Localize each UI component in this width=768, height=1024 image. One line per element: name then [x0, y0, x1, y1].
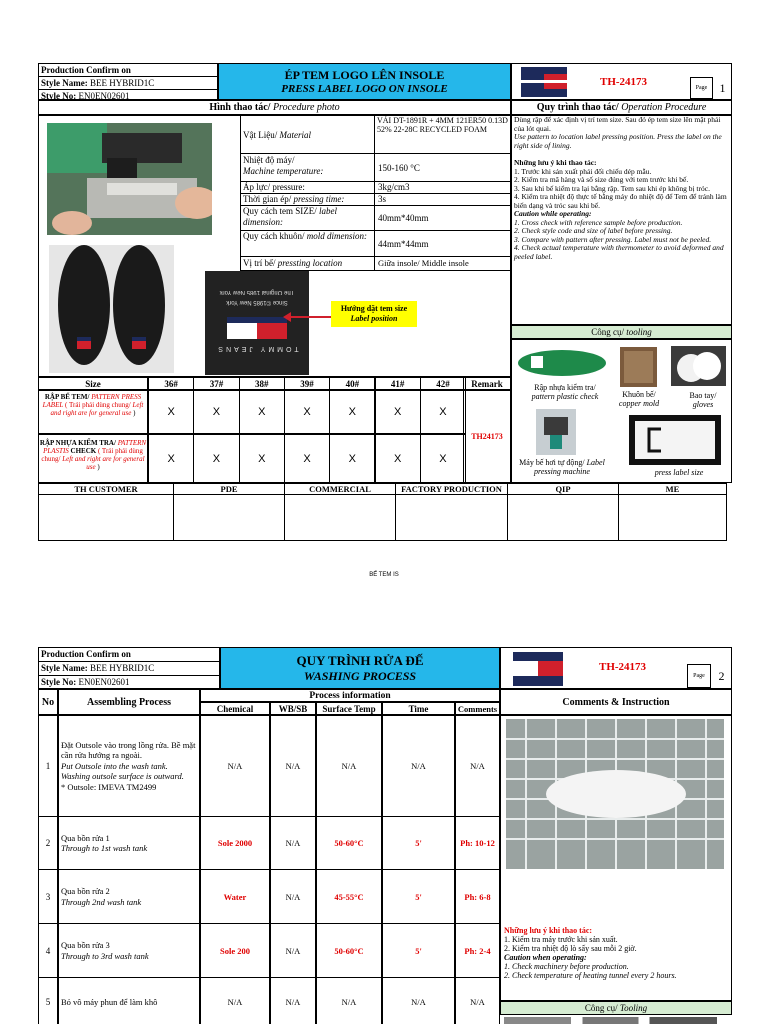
signoff-header: ME — [618, 483, 727, 495]
note-item: 1. Trước khi sản xuất phải đối chiếu dép mẫu. — [514, 166, 652, 176]
label-tag-vi: Hướng dặt tem size — [340, 304, 408, 313]
sheet-2 — [38, 647, 732, 1024]
row-temp: N/A — [316, 977, 382, 1024]
footer-caption: BẾ TEM IS — [369, 572, 399, 578]
caution-item: 4. Check actual temperature with thermometer to avoid deformed and peeled label. — [514, 243, 724, 261]
caution-item: 3. Compare with pattern after pressing. Label must not be peeled. — [514, 234, 712, 244]
signoff-box[interactable] — [507, 494, 619, 541]
row-text-en: Through to 1st wash tank — [61, 843, 148, 853]
size-mark-cell: X — [239, 434, 285, 483]
note-item: 4. Kiểm tra nhiệt độ thực tế bằng máy đo nhiệt độ để Tem để tránh làm biến dạng và tróc sau khi bế. — [514, 192, 727, 210]
style-no-label: Style No: — [41, 91, 77, 101]
plastic-pattern-caption: Rập nhựa kiểm tra/ pattern plastic check — [531, 383, 599, 401]
photo-header-en: Procedure photo — [272, 102, 340, 113]
row-chemical: N/A — [200, 715, 270, 817]
size-mark-cell: X — [148, 434, 194, 483]
procedure-en: Use pattern to location label pressing position. Press the label on the right side of lining. — [514, 132, 722, 150]
title-vi: QUY TRÌNH RỬA ĐẾ — [296, 652, 424, 668]
note-item: 2. Kiểm tra mã hàng và số size đúng với tem trước khi bế. — [514, 175, 689, 184]
wash-process-rows — [38, 715, 500, 1024]
size-columns — [148, 377, 511, 483]
size-header-37: 37# — [193, 377, 239, 390]
size-header-36: 36# — [148, 377, 194, 390]
wash-notes — [504, 926, 730, 980]
col-no: No — [38, 689, 58, 715]
row-comments: Ph: 2-4 — [455, 923, 500, 978]
size-header-40: 40# — [329, 377, 375, 390]
spec-label: Nhiệt độ máy/ Machine temperature: — [243, 155, 324, 176]
signoff-header: FACTORY PRODUCTION — [395, 483, 508, 495]
row-temp: N/A — [316, 715, 382, 817]
style-name-label: Style Name: — [41, 78, 88, 88]
size-mark-cell: X — [148, 390, 194, 434]
caution-item: 1. Check machinery before production. — [504, 962, 629, 971]
tommy-flag-icon — [521, 67, 567, 97]
row-chemical: Sole 200 — [200, 923, 270, 978]
label-photo-line1: The Original 1985 New York — [219, 289, 295, 295]
procedure-header-en: Operation Procedure — [621, 102, 707, 113]
row-wbsb: N/A — [270, 869, 316, 924]
title-en: PRESS LABEL LOGO ON INSOLE — [281, 83, 448, 95]
size-header-39: 39# — [284, 377, 330, 390]
title-vi: ÉP TEM LOGO LÊN INSOLE — [284, 68, 445, 82]
row-comments: Ph: 10-12 — [455, 816, 500, 870]
row-chemical: Water — [200, 869, 270, 924]
style-no-value: EN0EN02601 — [78, 91, 130, 101]
spec-value: VẢI DT-1891R + 4MM 121ER50 0.13D 52% 22-28C RECYCLED FOAM — [374, 116, 513, 153]
row-chemical: Sole 2000 — [200, 816, 270, 870]
note-item: 2. Kiểm tra nhiệt độ lò sấy sau mỗi 2 giờ. — [504, 944, 637, 953]
row-number: 5 — [38, 977, 58, 1024]
row-text-extra: * Outsole: IMEVA TM2499 — [61, 781, 157, 792]
spec-value: 44mm*44mm — [374, 230, 429, 257]
remark-header: Remark — [463, 377, 511, 390]
col-instruction: Comments & Instruction — [500, 689, 732, 715]
note-item: 3. Sau khi bế kiểm tra lại bằng rập. Tem sau khi ép không bị tróc. — [514, 183, 710, 193]
tooling-vi: Công cụ/ — [591, 327, 624, 337]
signoff-header: PDE — [173, 483, 285, 495]
copper-mold-image — [620, 347, 657, 387]
row-time: N/A — [382, 977, 455, 1024]
signoff-box[interactable] — [284, 494, 396, 541]
spec-value: 150-160 °C — [374, 153, 420, 182]
signoff-box[interactable] — [173, 494, 285, 541]
remark-value: TH24173 — [463, 390, 511, 483]
col-time: Time — [382, 702, 455, 715]
row-comments: Ph: 6-8 — [455, 869, 500, 924]
signoff-box[interactable] — [38, 494, 174, 541]
spec-value: Giữa insole/ Middle insole — [374, 256, 469, 271]
doc-code: TH-24173 — [600, 76, 648, 88]
spec-label: Vật Liệu/ Material — [243, 129, 311, 140]
machine-photo — [47, 123, 212, 235]
press-label-image — [629, 415, 721, 465]
spec-value: 40mm*40mm — [374, 205, 429, 231]
row-number: 4 — [38, 923, 58, 978]
row-wbsb: N/A — [270, 923, 316, 978]
size-header-cell: Size — [38, 377, 148, 390]
procedure-header-vi: Quy trình thao tác/ — [536, 102, 619, 113]
size-mark-cell: X — [420, 390, 466, 434]
row-text-en: Through 2nd wash tank — [61, 896, 142, 907]
size-header-38: 38# — [239, 377, 285, 390]
tommy-flag-icon — [227, 317, 287, 339]
row-process-text — [58, 923, 200, 978]
label-photo-line2: Since ©1985 New York — [226, 299, 288, 305]
col-process-info: Process information — [200, 689, 500, 702]
row-text-vi: Qua bồn rửa 1 — [61, 832, 110, 843]
confirm-label: Production Confirm on — [39, 64, 217, 77]
signoff-box[interactable] — [395, 494, 508, 541]
row-wbsb: N/A — [270, 977, 316, 1024]
photo-header — [38, 100, 511, 115]
style-no-row: Style No: EN0EN02601 — [41, 677, 130, 687]
tooling-thumbnails — [504, 1017, 728, 1024]
row-time: 5' — [382, 869, 455, 924]
size-mark-cell: X — [239, 390, 285, 434]
row-comments: N/A — [455, 977, 500, 1024]
col-comments: Comments — [455, 702, 500, 715]
page-label-cell: Page — [687, 664, 711, 688]
tooling-header — [511, 325, 732, 339]
row-temp: 50-60°C — [316, 816, 382, 870]
caution-item: 1. Cross check with reference sample before production. — [514, 217, 683, 227]
row-process-text — [58, 816, 200, 870]
header-right-box — [500, 647, 732, 689]
tooling-header: Công cụ/ Tooling — [500, 1001, 732, 1015]
row-text-en: Through to 3rd wash tank — [61, 950, 149, 961]
tooling-en: tooling — [626, 327, 652, 337]
spec-label: Áp lực/ pressure: — [243, 182, 305, 192]
label-machine-caption: Máy bế hơi tự động/ Label pressing machine — [519, 458, 605, 476]
row-time: 5' — [382, 816, 455, 870]
col-chemical: Chemical — [200, 702, 270, 715]
col-wbsb: WB/SB — [270, 702, 316, 715]
row-text-vi: Bỏ vô máy phun để làm khô — [61, 996, 158, 1007]
signoff-header: QIP — [507, 483, 619, 495]
size-mark-cell: X — [284, 434, 330, 483]
size-mark-cell: X — [193, 390, 239, 434]
size-mark-cell: X — [284, 390, 330, 434]
row-text-en: Put Outsole into the wash tank. Washing outsole surface is outward. — [61, 760, 184, 782]
row-text-vi: Qua bồn rửa 2 — [61, 886, 110, 896]
label-photo-brand: TOMMY JEANS — [215, 345, 299, 352]
style-name-value: BEE HYBRID1C — [90, 78, 155, 88]
procedure-text — [514, 116, 730, 261]
caution-title: Caution when operating: — [504, 953, 587, 962]
pattern-plastic-check-row: RẬP NHỰA KIỂM TRA/ PATTERN PLASTIS CHECK ( Trái phải dùng chung/ Left and right are for general use ) — [38, 434, 148, 483]
insole-photo — [49, 245, 174, 373]
signoff-box[interactable] — [618, 494, 727, 541]
press-label-caption: press label size — [654, 468, 704, 477]
label-tag-en: Label position — [350, 314, 398, 323]
row-text-vi: Qua bồn rửa 3 — [61, 940, 110, 950]
row-number: 3 — [38, 869, 58, 924]
signoff-header: TH CUSTOMER — [38, 483, 174, 495]
row-process-text — [58, 977, 200, 1024]
tommy-flag-icon — [513, 652, 563, 686]
col-surface-temp: Surface Temp — [316, 702, 382, 715]
plastic-pattern-image — [516, 348, 608, 378]
pattern-press-label-row: RẬP BẾ TEM/ PATTERN PRESS LABEL ( Trái phải dùng chung/ Left and right are for general use ) — [38, 390, 148, 434]
tommy-logo — [521, 67, 567, 97]
row-chemical: N/A — [200, 977, 270, 1024]
spec-label: Thời gian ép/ pressing time: — [243, 194, 345, 204]
signoff-header: COMMERCIAL — [284, 483, 396, 495]
caution-item: 2. Check temperature of heating tunnel every 2 hours. — [504, 971, 677, 980]
label-position-tag — [331, 301, 417, 327]
row-wbsb: N/A — [270, 715, 316, 817]
header-info-box — [38, 647, 220, 689]
size-mark-cell: X — [329, 390, 375, 434]
page-label-cell: Page — [690, 77, 713, 99]
label-photo-flag — [227, 317, 287, 339]
title-band — [220, 647, 500, 689]
row-temp: 50-60°C — [316, 923, 382, 978]
row-time: N/A — [382, 715, 455, 817]
header-info-box — [38, 63, 218, 100]
spec-label: Quy cách tem SIZE/ label dimension: — [243, 206, 337, 227]
row-time: 5' — [382, 923, 455, 978]
label-photo — [205, 271, 309, 375]
col-assembling: Assembling Process — [58, 689, 200, 715]
notes-title: Những lưu ý khi thao tác: — [514, 158, 597, 167]
spec-value: 3kg/cm3 — [374, 181, 410, 194]
note-item: 1. Kiểm tra máy trước khi sản xuất. — [504, 935, 618, 944]
size-header-41: 41# — [375, 377, 421, 390]
spec-table — [240, 115, 511, 271]
doc-code: TH-24173 — [599, 661, 647, 673]
sheet-1 — [38, 63, 732, 541]
procedure-header — [511, 100, 732, 115]
gloves-image — [671, 346, 726, 386]
gloves-caption: Bao tay/ gloves — [689, 391, 717, 409]
photo-header-vi: Hình thao tác/ — [209, 102, 271, 113]
spec-label: Vị trí bế/ pressting location — [243, 258, 343, 268]
row-number: 1 — [38, 715, 58, 817]
style-name-row — [39, 77, 217, 90]
row-temp: 45-55°C — [316, 869, 382, 924]
page-number: 1 — [719, 80, 726, 95]
row-process-text — [58, 869, 200, 924]
caution-title: Caution while operating: — [514, 209, 592, 218]
title-en: WASHING PROCESS — [303, 668, 417, 683]
wash-rack-photo — [506, 719, 724, 869]
signoff-table — [38, 483, 732, 541]
size-mark-cell: X — [375, 434, 421, 483]
notes-title: Những lưu ý khi thao tác: — [504, 926, 593, 935]
size-mark-cell: X — [193, 434, 239, 483]
copper-mold-caption: Khuôn bế/ copper mold — [618, 390, 660, 408]
spec-value: 3s — [374, 193, 386, 206]
caution-item: 2. Check style code and size of label before pressing. — [514, 226, 673, 235]
page-number: 2 — [718, 668, 725, 683]
row-process-text — [58, 715, 200, 817]
style-name-row: Style Name: BEE HYBRID1C — [39, 662, 219, 676]
row-comments: N/A — [455, 715, 500, 817]
size-mark-cell: X — [420, 434, 466, 483]
row-number: 2 — [38, 816, 58, 870]
label-machine-image — [536, 409, 576, 455]
header-right-box — [511, 63, 732, 100]
row-text-vi: Đặt Outsole vào trong lồng rửa. Bề mặt cần rửa hướng ra ngoài. — [61, 739, 196, 761]
size-mark-cell: X — [329, 434, 375, 483]
procedure-vi: Dùng rập để xác định vị trí tem size. Sau đó ép tem size lên mặt phải của lót quai. — [514, 115, 721, 133]
arrow-icon — [283, 311, 333, 323]
size-mark-cell: X — [375, 390, 421, 434]
row-wbsb: N/A — [270, 816, 316, 870]
size-header-42: 42# — [420, 377, 466, 390]
title-band — [218, 63, 511, 100]
confirm-label: Production Confirm on — [39, 648, 219, 662]
spec-label: Quy cách khuôn/ mold dimension: — [243, 231, 367, 241]
